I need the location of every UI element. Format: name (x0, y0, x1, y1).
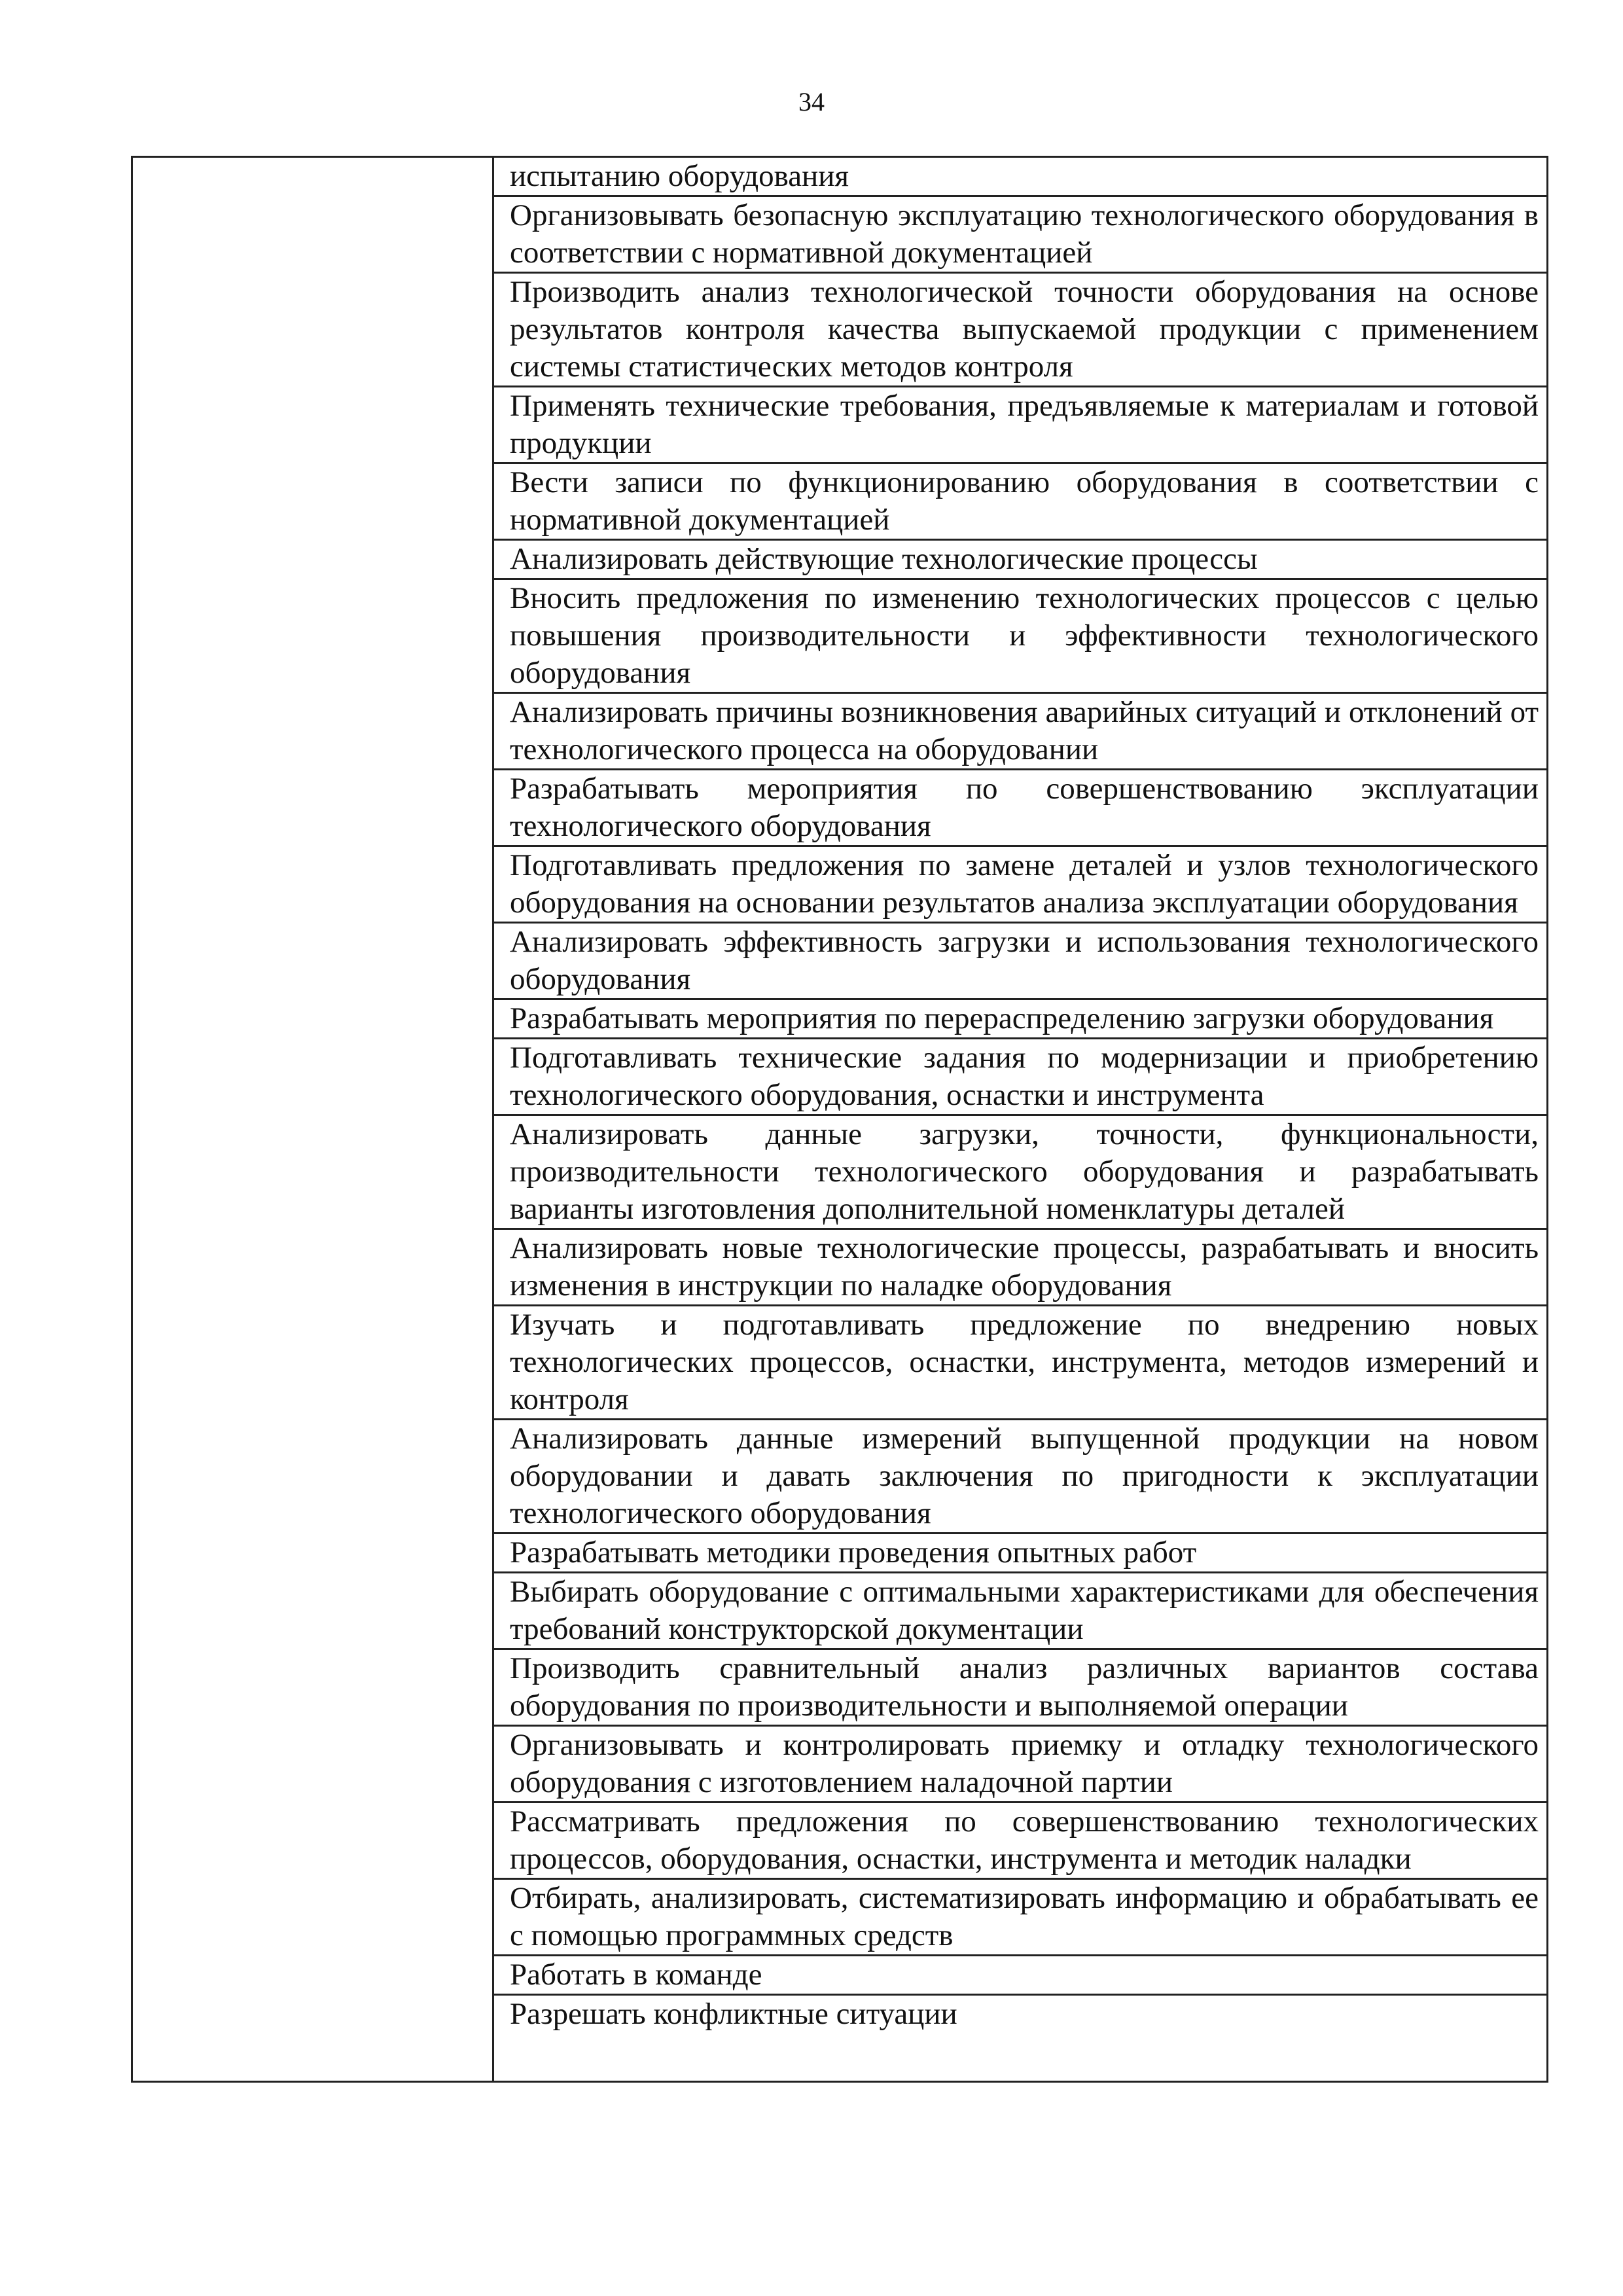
table-left-cell (133, 158, 494, 2081)
table-row-9: Разрабатывать мероприятия по совершенствованию эксплуатации технологического оборудования (494, 768, 1546, 845)
table-row-20: Производить сравнительный анализ различных вариантов состава оборудования по производительности и выполняемой операции (494, 1648, 1546, 1725)
skills-table (131, 156, 1548, 2083)
table-row-2: Организовывать безопасную эксплуатацию технологического оборудования в соответствии с нормативной документацией (494, 195, 1546, 272)
table-row-24: Работать в команде (494, 1954, 1546, 1994)
table-row-16: Изучать и подготавливать предложение по внедрению новых технологических процессов, оснастки, инструмента, методов измерений и контроля (494, 1304, 1546, 1418)
table-row-18: Разрабатывать методики проведения опытных работ (494, 1532, 1546, 1571)
table-row-14: Анализировать данные загрузки, точности, функциональности, производительности технологического оборудования и разрабатывать варианты изготовления дополнительной номенклатуры деталей (494, 1114, 1546, 1228)
table-row-6: Анализировать действующие технологические процессы (494, 539, 1546, 578)
table-row-10: Подготавливать предложения по замене деталей и узлов технологического оборудования на основании результатов анализа эксплуатации оборудования (494, 845, 1546, 922)
table-row-19: Выбирать оборудование с оптимальными характеристиками для обеспечения требований конструкторской документации (494, 1571, 1546, 1648)
page-number: 34 (798, 87, 825, 117)
table-row-23: Отбирать, анализировать, систематизировать информацию и обрабатывать ее с помощью программных средств (494, 1878, 1546, 1954)
table-row-4: Применять технические требования, предъявляемые к материалам и готовой продукции (494, 386, 1546, 462)
table-row-21: Организовывать и контролировать приемку и отладку технологического оборудования с изготовлением наладочной партии (494, 1725, 1546, 1801)
table-row-17: Анализировать данные измерений выпущенной продукции на новом оборудовании и давать заключения по пригодности к эксплуатации технологического оборудования (494, 1418, 1546, 1532)
table-row-15: Анализировать новые технологические процессы, разрабатывать и вносить изменения в инструкции по наладке оборудования (494, 1228, 1546, 1304)
table-row-11: Анализировать эффективность загрузки и использования технологического оборудования (494, 922, 1546, 998)
table-row-1: испытанию оборудования (510, 159, 849, 193)
table-row-22: Рассматривать предложения по совершенствованию технологических процессов, оборудования, оснастки, инструмента и методик наладки (494, 1801, 1546, 1878)
table-row-12: Разрабатывать мероприятия по перераспределению загрузки оборудования (494, 998, 1546, 1037)
table-row-8: Анализировать причины возникновения аварийных ситуаций и отклонений от технологического процесса на оборудовании (494, 692, 1546, 768)
table-row-7: Вносить предложения по изменению технологических процессов с целью повышения производительности и эффективности технологического оборудования (494, 578, 1546, 692)
table-row-25: Разрешать конфликтные ситуации (494, 1994, 1546, 2081)
table-row-3: Производить анализ технологической точности оборудования на основе результатов контроля качества выпускаемой продукции с применением системы статистических методов контроля (494, 272, 1546, 386)
table-row-13: Подготавливать технические задания по модернизации и приобретению технологического оборудования, оснастки и инструмента (494, 1037, 1546, 1114)
table-right-column (494, 158, 1546, 2081)
table-row-5: Вести записи по функционированию оборудования в соответствии с нормативной документацией (494, 462, 1546, 539)
